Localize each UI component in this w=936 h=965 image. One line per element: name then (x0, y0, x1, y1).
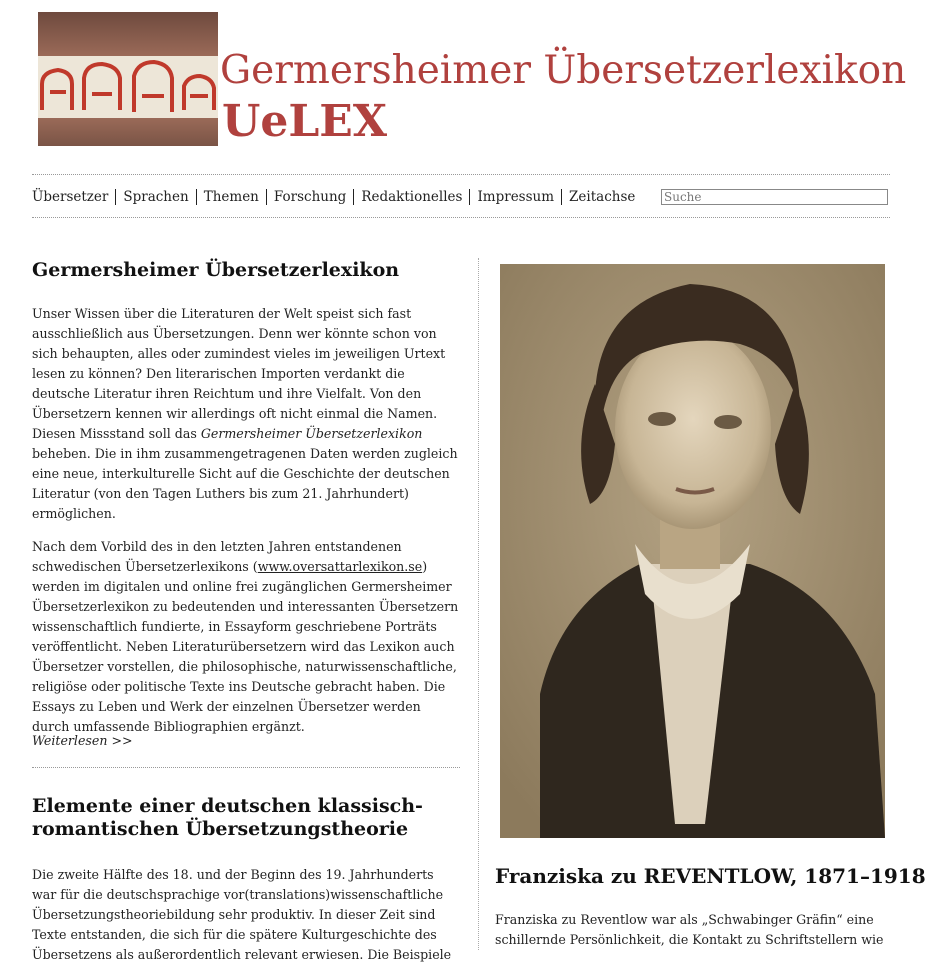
nav-item-themen[interactable]: Themen (196, 189, 266, 205)
featured-portrait-image[interactable] (500, 264, 885, 838)
featured-translator-name[interactable]: Franziska zu REVENTLOW, 1871–1918 (495, 864, 926, 888)
featured-translator-summary: Franziska zu Reventlow war als „Schwabinger Gräfin“ eine schillernde Persönlichkeit, die Kontakt zu Schriftstellern wie (495, 912, 884, 947)
article-intro (32, 258, 460, 737)
nav-item-uebersetzer[interactable]: Übersetzer (32, 189, 109, 205)
site-abbreviation[interactable]: UeLEX (222, 96, 387, 147)
portrait-illustration (500, 264, 885, 838)
header-divider-bottom (32, 217, 890, 218)
nav-item-sprachen[interactable]: Sprachen (115, 189, 195, 205)
logo-artwork (38, 12, 218, 146)
column-divider (478, 258, 479, 950)
nav-item-forschung[interactable]: Forschung (266, 189, 353, 205)
site-title[interactable]: Germersheimer Übersetzerlexikon (220, 48, 907, 93)
article-paragraph: Unser Wissen über die Literaturen der Welt speist sich fast ausschließlich aus Übersetzungen. Denn wer könnte schon von sich behaupten, alles oder zumindest vieles im jeweiligen Urtext lesen zu können? Den literarischen Importen verdankt die deutsche Literatur ihren Reichtum und ihre Vielfalt. Von den Übersetzern kennen wir allerdings oft nicht einmal die Namen. Diesen Missstand soll das Germersheimer Übersetzerlexikon beheben. Die in ihm zusammengetragenen Daten werden zugleich eine neue, interkulturelle Sicht auf die Geschichte der deutschen Literatur (von den Tagen Luthers bis zum 21. Jahrhundert) ermöglichen. (32, 306, 458, 521)
article-heading[interactable]: Elemente einer deutschen klassisch-romantischen Übersetzungstheorie (32, 795, 423, 840)
article-divider (32, 767, 460, 768)
nav-item-redaktionelles[interactable]: Redaktionelles (353, 189, 469, 205)
lexicon-title-emphasis: Germersheimer Übersetzerlexikon (200, 426, 423, 441)
article-theory (32, 795, 460, 965)
main-navigation (32, 186, 642, 208)
nav-item-impressum[interactable]: Impressum (469, 189, 561, 205)
oversattarlexikon-link[interactable]: www.oversattarlexikon.se (257, 559, 423, 574)
site-logo[interactable] (38, 12, 218, 146)
article-paragraph: Die zweite Hälfte des 18. und der Beginn des 19. Jahrhunderts war für die deutschsprachige vor(translations)wissenschaftliche Übersetzungstheoriebildung sehr produktiv. In dieser Zeit sind Texte entstanden, die sich für die spätere Kulturgeschichte des Übersetzens als außerordentlich relevant erwiesen. Die Beispiele (32, 867, 452, 962)
nav-item-zeitachse[interactable]: Zeitachse (561, 189, 642, 205)
article-paragraph: Nach dem Vorbild des in den letzten Jahren entstandenen schwedischen Übersetzerlexikons (www.oversattarlexikon.se) werden im digitalen und online frei zugänglichen Germersheimer Übersetzerlexikon zu bedeutenden und interessanten Übersetzern wissenschaftlich fundierte, in Essayform geschriebene Porträts veröffentlicht. Neben Literaturübersetzern wird das Lexikon auch Übersetzer vorstellen, die philosophische, naturwissenschaftliche, religiöse oder politische Texte ins Deutsche gebracht haben. Die Essays zu Leben und Werk der einzelnen Übersetzer werden durch umfassende Bibliographien ergänzt. (32, 539, 459, 734)
article-heading[interactable]: Germersheimer Übersetzerlexikon (32, 259, 400, 281)
search-input[interactable] (661, 189, 888, 205)
header-divider-top (32, 174, 890, 175)
read-more-link[interactable]: Weiterlesen >> (32, 733, 133, 748)
